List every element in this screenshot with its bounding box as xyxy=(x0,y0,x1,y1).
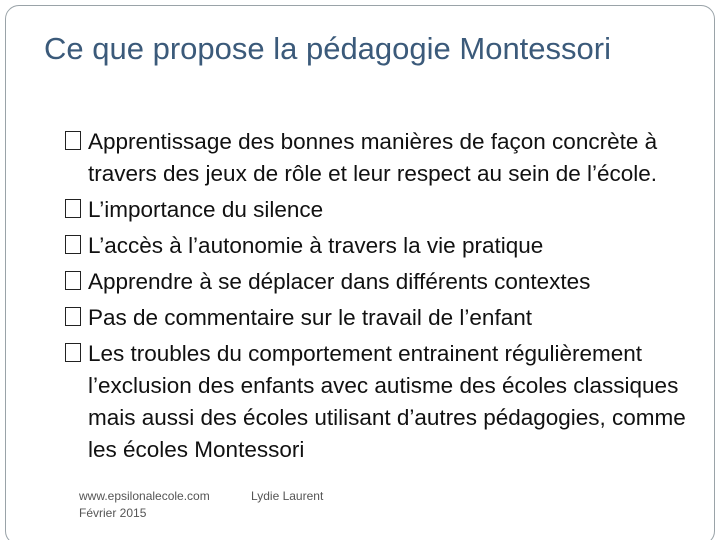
list-item xyxy=(88,230,688,262)
bullet-box-icon xyxy=(65,343,81,362)
slide-frame xyxy=(5,5,715,540)
bullet-text: Apprentissage des bonnes manières de façon concrète à travers des jeux de rôle et leur respect au sein de l’école. xyxy=(88,129,658,186)
bullet-box-icon xyxy=(65,235,81,254)
slide-title: Ce que propose la pédagogie Montessori xyxy=(44,31,611,66)
bullet-text: L’accès à l’autonomie à travers la vie pratique xyxy=(88,233,544,258)
list-item xyxy=(88,266,688,298)
bullet-box-icon xyxy=(65,199,81,218)
footer-author: Lydie Laurent xyxy=(251,489,324,503)
bullet-box-icon xyxy=(65,271,81,290)
bullet-text: Les troubles du comportement entrainent régulièrement l’exclusion des enfants avec autisme des écoles classiques mais aussi des écoles utilisant d’autres pédagogies, comme les écoles Montessori xyxy=(88,341,686,462)
footer-date: Février 2015 xyxy=(79,506,147,520)
bullet-box-icon xyxy=(65,307,81,326)
list-item xyxy=(88,302,688,334)
bullet-box-icon xyxy=(65,131,81,150)
bullet-list xyxy=(88,126,688,470)
list-item xyxy=(88,194,688,226)
bullet-text: Pas de commentaire sur le travail de l’enfant xyxy=(88,305,532,330)
bullet-text: L’importance du silence xyxy=(88,197,324,222)
list-item xyxy=(88,126,688,190)
footer-site: www.epsilonalecole.com xyxy=(79,489,210,503)
bullet-text: Apprendre à se déplacer dans différents contextes xyxy=(88,269,591,294)
list-item xyxy=(88,338,688,466)
